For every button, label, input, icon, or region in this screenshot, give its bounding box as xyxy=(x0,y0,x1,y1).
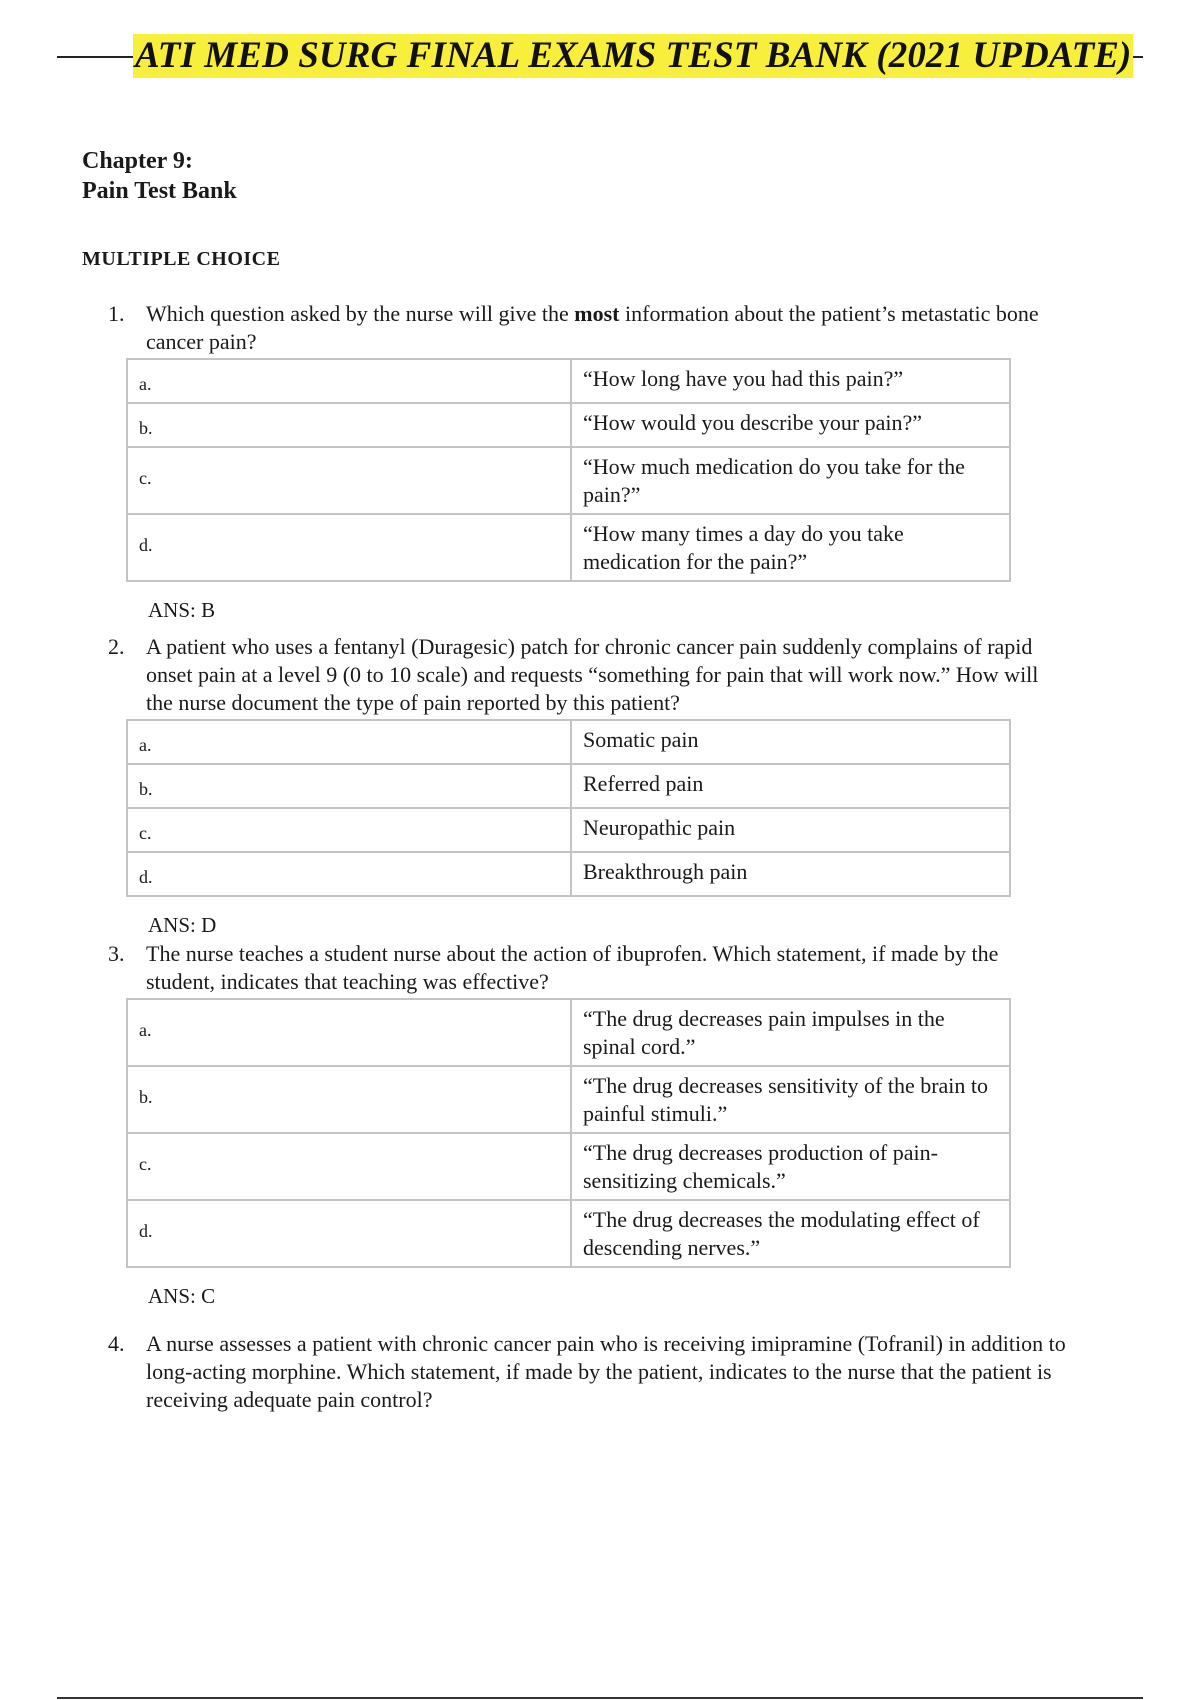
question-text: A patient who uses a fentanyl (Duragesic) patch for chronic cancer pain suddenly complains of rapid onset pain at a level 9 (0 to 10 scale) and requests “something for pain that will work now.” How will the nurse document the type of pain reported by this patient? xyxy=(146,634,1039,715)
question-number: 4. xyxy=(108,1331,125,1356)
question-stem xyxy=(108,940,1068,996)
choice-row[interactable] xyxy=(127,852,1010,896)
choice-text: “The drug decreases the modulating effect of descending nerves.” xyxy=(571,1200,1010,1267)
document-title: ATI MED SURG FINAL EXAMS TEST BANK (2021 UPDATE) xyxy=(135,35,1132,76)
choice-letter: a. xyxy=(127,359,571,403)
choice-letter: b. xyxy=(127,403,571,447)
choice-row[interactable] xyxy=(127,1133,1010,1200)
emphasis-word: most xyxy=(574,301,620,326)
section-heading: MULTIPLE CHOICE xyxy=(82,248,281,270)
choice-row[interactable] xyxy=(127,808,1010,852)
choices-table xyxy=(126,358,1011,582)
choice-text: “The drug decreases pain impulses in the spinal cord.” xyxy=(571,999,1010,1066)
choice-row[interactable] xyxy=(127,1200,1010,1267)
answer-key: ANS: D xyxy=(148,913,217,937)
choice-text: “How many times a day do you take medication for the pain?” xyxy=(571,514,1010,581)
choice-text: “How long have you had this pain?” xyxy=(571,359,1010,403)
choice-row[interactable] xyxy=(127,403,1010,447)
choice-letter: a. xyxy=(127,720,571,764)
choice-letter: d. xyxy=(127,1200,571,1267)
choice-text: “How much medication do you take for the pain?” xyxy=(571,447,1010,514)
chapter-number: Chapter 9: xyxy=(82,148,193,174)
chapter-title: Pain Test Bank xyxy=(82,178,237,204)
choice-letter: c. xyxy=(127,447,571,514)
question-1 xyxy=(108,300,1068,624)
choice-text: “The drug decreases sensitivity of the brain to painful stimuli.” xyxy=(571,1066,1010,1133)
choice-text: Somatic pain xyxy=(571,720,1010,764)
question-number: 2. xyxy=(108,634,125,659)
choice-text: “The drug decreases production of pain-sensitizing chemicals.” xyxy=(571,1133,1010,1200)
chapter-heading xyxy=(82,146,237,206)
choice-letter: b. xyxy=(127,1066,571,1133)
choice-row[interactable] xyxy=(127,1066,1010,1133)
choices-table xyxy=(126,998,1011,1268)
choice-row[interactable] xyxy=(127,359,1010,403)
choice-letter: c. xyxy=(127,808,571,852)
question-text: A nurse assesses a patient with chronic cancer pain who is receiving imipramine (Tofranil) in addition to long-acting morphine. Which statement, if made by the patient, indicates to the nurse that the patient is receiving adequate pain control? xyxy=(146,1331,1066,1412)
choice-text: Neuropathic pain xyxy=(571,808,1010,852)
question-number: 1. xyxy=(108,301,125,326)
question-stem xyxy=(108,1330,1068,1414)
question-stem xyxy=(108,633,1068,717)
choice-letter: d. xyxy=(127,514,571,581)
answer-key: ANS: B xyxy=(148,598,216,622)
choice-row[interactable] xyxy=(127,764,1010,808)
choices-table xyxy=(126,719,1011,897)
question-text: The nurse teaches a student nurse about the action of ibuprofen. Which statement, if made by the student, indicates that teaching was effective? xyxy=(146,941,999,994)
choice-text: Referred pain xyxy=(571,764,1010,808)
answer-key: ANS: C xyxy=(148,1284,216,1308)
choice-letter: d. xyxy=(127,852,571,896)
choice-row[interactable] xyxy=(127,999,1010,1066)
question-text: Which question asked by the nurse will give the most information about the patient’s metastatic bone cancer pain? xyxy=(146,301,1039,354)
choice-letter: a. xyxy=(127,999,571,1066)
question-number: 3. xyxy=(108,941,125,966)
choice-row[interactable] xyxy=(127,720,1010,764)
question-4 xyxy=(108,1330,1068,1414)
choice-row[interactable] xyxy=(127,514,1010,581)
question-2 xyxy=(108,633,1068,939)
choice-row[interactable] xyxy=(127,447,1010,514)
choice-text: “How would you describe your pain?” xyxy=(571,403,1010,447)
footer-rule xyxy=(57,1697,1143,1699)
question-stem xyxy=(108,300,1068,356)
choice-letter: c. xyxy=(127,1133,571,1200)
choice-letter: b. xyxy=(127,764,571,808)
question-3 xyxy=(108,940,1068,1310)
choice-text: Breakthrough pain xyxy=(571,852,1010,896)
